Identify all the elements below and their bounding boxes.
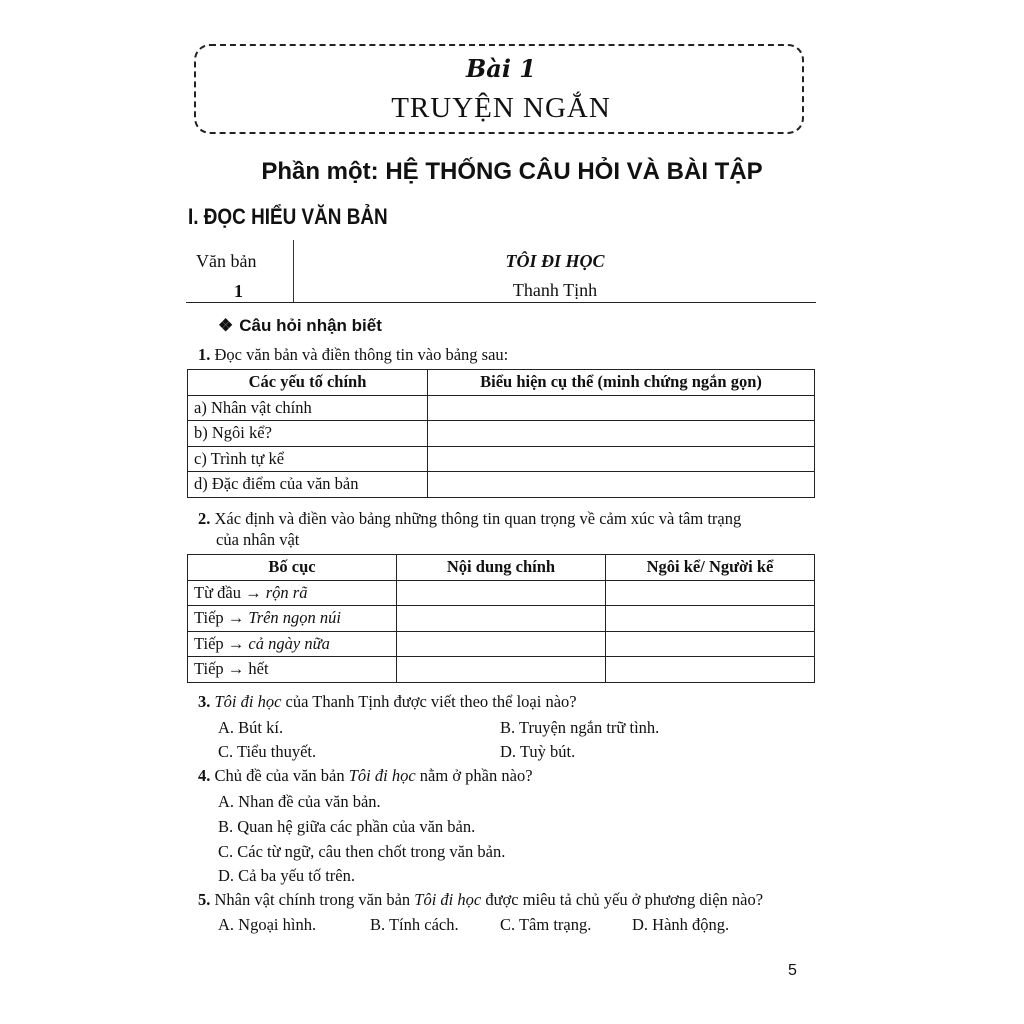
question-2-line2: của nhân vật bbox=[216, 530, 300, 549]
question-text: Xác định và điền vào bảng những thông tin quan trọng về cảm xúc và tâm trạng bbox=[214, 509, 742, 528]
answer-cell[interactable] bbox=[428, 395, 815, 421]
option-a[interactable]: A. Bút kí. bbox=[218, 718, 284, 737]
cell-prefix: Tiếp → bbox=[194, 608, 249, 628]
question-text: Nhân vật chính trong văn bản bbox=[214, 890, 415, 909]
elements-table bbox=[187, 369, 815, 498]
answer-cell[interactable] bbox=[397, 631, 606, 657]
option-b[interactable]: B. Tính cách. bbox=[370, 915, 459, 934]
answer-cell[interactable] bbox=[397, 606, 606, 632]
question-number: 2. bbox=[198, 509, 211, 528]
table-cell bbox=[188, 606, 397, 632]
question-title-italic: Tôi đi học bbox=[414, 890, 482, 909]
table-cell: c) Trình tự kể bbox=[188, 446, 428, 472]
question-number: 5. bbox=[198, 890, 211, 909]
cell-italic: cả ngày nữa bbox=[248, 633, 330, 653]
question-text: nằm ở phần nào? bbox=[415, 766, 533, 785]
table-header-cell: Biểu hiện cụ thể (minh chứng ngắn gọn) bbox=[428, 370, 815, 396]
answer-cell[interactable] bbox=[397, 580, 606, 606]
answer-cell[interactable] bbox=[397, 657, 606, 683]
option-d[interactable]: D. Tuỳ bút. bbox=[500, 742, 576, 761]
table-cell bbox=[188, 580, 397, 606]
table-row bbox=[188, 631, 815, 657]
question-2 bbox=[198, 509, 741, 529]
part-heading: Phần một: HỆ THỐNG CÂU HỎI VÀ BÀI TẬP bbox=[261, 158, 763, 185]
subheading-text: Câu hỏi nhận biết bbox=[239, 316, 382, 335]
cell-italic: rộn rã bbox=[265, 582, 308, 602]
option-d[interactable]: D. Cả ba yếu tố trên. bbox=[218, 866, 356, 885]
table-header-cell: Nội dung chính bbox=[397, 555, 606, 581]
option-b[interactable]: B. Quan hệ giữa các phần của văn bản. bbox=[218, 817, 476, 836]
question-number: 3. bbox=[198, 692, 211, 711]
structure-table bbox=[187, 554, 815, 683]
text-number: 1 bbox=[234, 281, 243, 301]
lesson-number: Bài 1 bbox=[465, 54, 536, 83]
question-text: của Thanh Tịnh được viết theo thể loại nào? bbox=[281, 692, 577, 711]
answer-cell[interactable] bbox=[606, 580, 815, 606]
table-row bbox=[188, 421, 815, 447]
question-number: 4. bbox=[198, 766, 211, 785]
table-row bbox=[188, 580, 815, 606]
question-title-italic: Tôi đi học bbox=[214, 692, 282, 711]
option-d[interactable]: D. Hành động. bbox=[632, 915, 730, 934]
option-a[interactable]: A. Ngoại hình. bbox=[218, 915, 317, 934]
text-label: Văn bản bbox=[196, 251, 257, 271]
table-row bbox=[188, 446, 815, 472]
table-cell: b) Ngôi kể? bbox=[188, 421, 428, 447]
cell-prefix: Tiếp → hết bbox=[194, 659, 269, 679]
table-row bbox=[188, 657, 815, 683]
table-cell: a) Nhân vật chính bbox=[188, 395, 428, 421]
table-cell bbox=[188, 657, 397, 683]
table-cell bbox=[188, 631, 397, 657]
option-b[interactable]: B. Truyện ngắn trữ tình. bbox=[500, 718, 660, 737]
page-number: 5 bbox=[788, 962, 797, 979]
answer-cell[interactable] bbox=[428, 472, 815, 498]
table-header-cell: Các yếu tố chính bbox=[188, 370, 428, 396]
table-header-cell: Ngôi kể/ Người kể bbox=[606, 555, 815, 581]
answer-cell[interactable] bbox=[606, 631, 815, 657]
cell-italic: Trên ngọn núi bbox=[248, 608, 342, 628]
table-header-cell: Bố cục bbox=[188, 555, 397, 581]
question-text: được miêu tả chủ yếu ở phương diện nào? bbox=[481, 890, 764, 909]
table-cell: d) Đặc điểm của văn bản bbox=[188, 472, 428, 498]
option-c[interactable]: C. Các từ ngữ, câu then chốt trong văn bản. bbox=[218, 842, 506, 861]
option-c[interactable]: C. Tiểu thuyết. bbox=[218, 742, 317, 761]
question-4 bbox=[198, 766, 533, 786]
answer-cell[interactable] bbox=[428, 421, 815, 447]
text-author: Thanh Tịnh bbox=[512, 280, 598, 300]
cell-prefix: Từ đầu → bbox=[194, 582, 266, 602]
answer-cell[interactable] bbox=[606, 657, 815, 683]
diamond-bullet-icon: ❖ bbox=[218, 316, 234, 335]
question-5 bbox=[198, 890, 763, 910]
answer-cell[interactable] bbox=[428, 446, 815, 472]
question-3 bbox=[198, 692, 577, 712]
question-title-italic: Tôi đi học bbox=[348, 766, 416, 785]
question-text: Chủ đề của văn bản bbox=[214, 766, 349, 785]
lesson-title: TRUYỆN NGẮN bbox=[391, 92, 611, 124]
text-info-block bbox=[186, 240, 816, 303]
table-row bbox=[188, 395, 815, 421]
question-1 bbox=[198, 345, 508, 365]
cell-prefix: Tiếp → bbox=[194, 633, 249, 653]
subheading-recognition bbox=[218, 316, 382, 336]
question-text: Đọc văn bản và điền thông tin vào bảng sau: bbox=[214, 345, 509, 364]
text-title: TÔI ĐI HỌC bbox=[505, 251, 605, 271]
answer-cell[interactable] bbox=[606, 606, 815, 632]
table-header-row bbox=[188, 555, 815, 581]
question-number: 1. bbox=[198, 345, 211, 364]
table-row bbox=[188, 472, 815, 498]
option-c[interactable]: C. Tâm trạng. bbox=[500, 915, 592, 934]
table-header-row bbox=[188, 370, 815, 396]
section-heading: I. ĐỌC HIỂU VĂN BẢN bbox=[188, 204, 388, 229]
table-row bbox=[188, 606, 815, 632]
option-a[interactable]: A. Nhan đề của văn bản. bbox=[218, 792, 381, 811]
